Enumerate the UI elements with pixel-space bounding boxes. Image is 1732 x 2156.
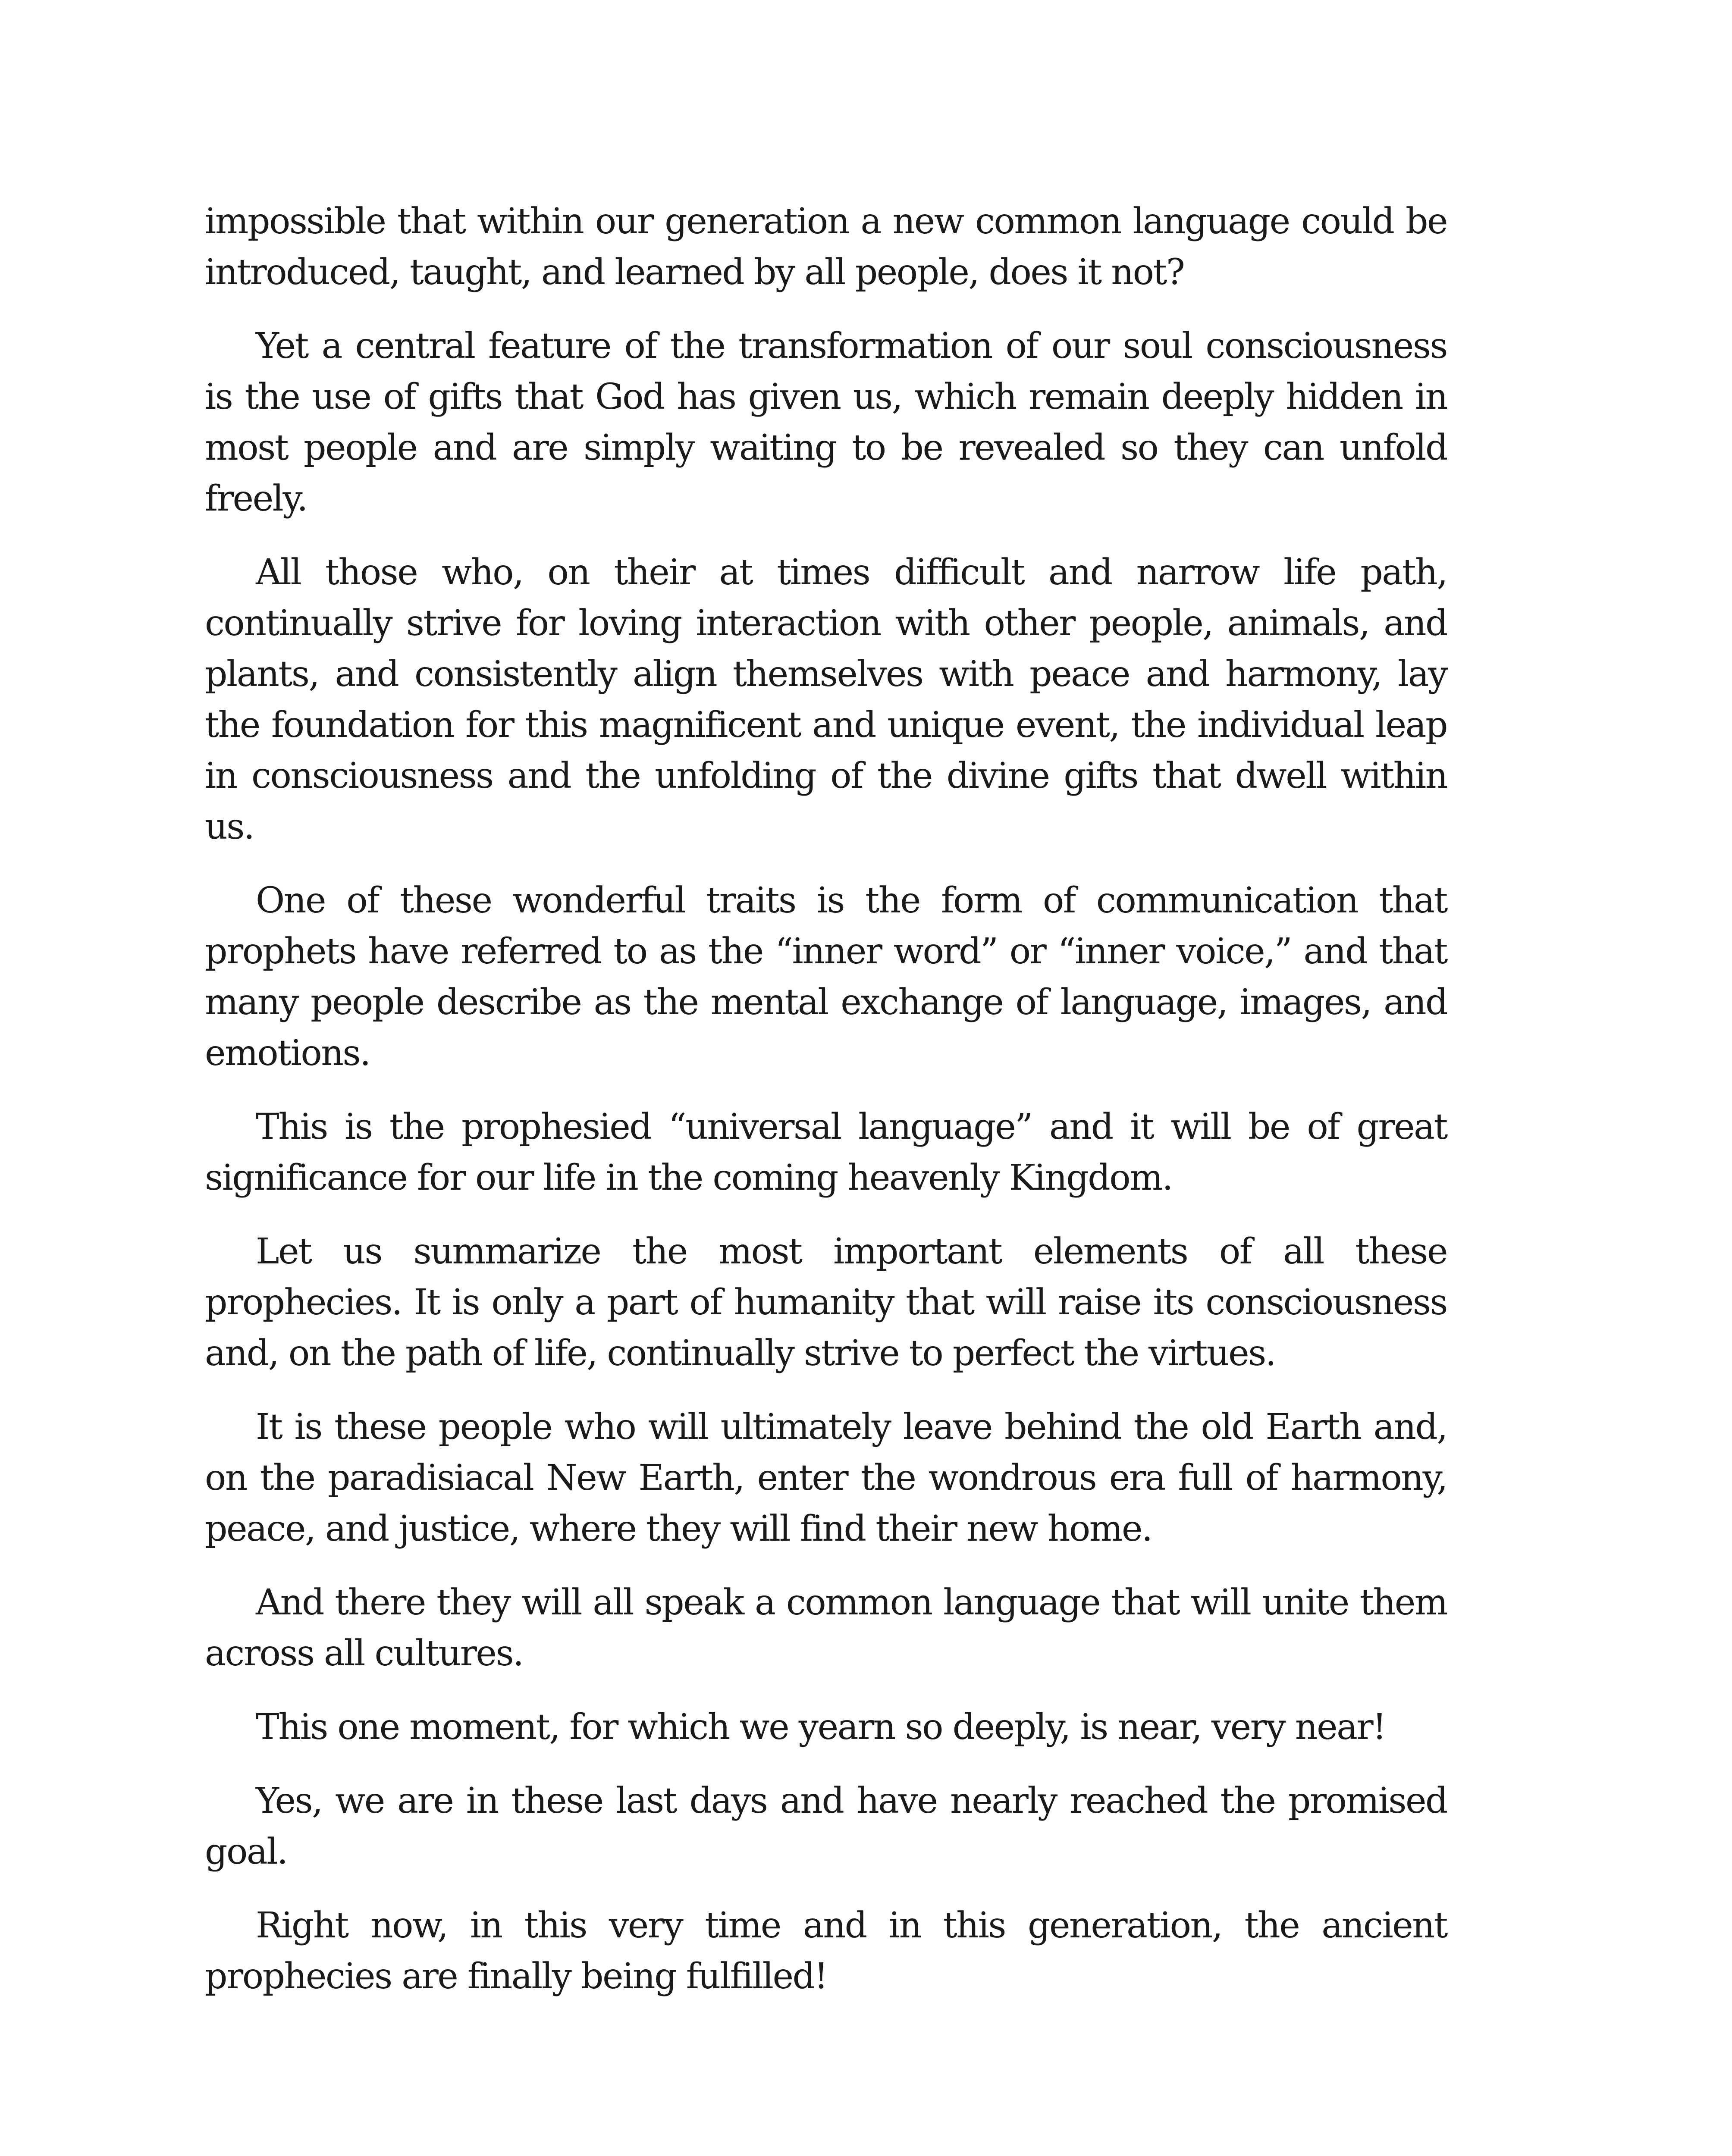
- paragraph: All those who, on their at times difficult and narrow life path, continually strive for loving interaction with other people, animals, and plants, and consistently align themselves with peace and harmony, lay the foundation for this magnificent and unique event, the individual leap in consciousness and the unfolding of the divine gifts that dwell within us.: [205, 552, 1447, 847]
- paragraph: Yet a central feature of the transformation of our soul consciousness is the use of gifts that God has given us, which remain deeply hidden in most people and are simply waiting to be revealed so they can unfold freely.: [205, 326, 1447, 519]
- paragraph: This one moment, for which we yearn so deeply, is near, very near!: [256, 1707, 1386, 1748]
- paragraph: Let us summarize the most important elements of all these prophecies. It is only a part of humanity that will raise its consciousness and, on the path of life, continually strive to perfect the virtues.: [205, 1231, 1447, 1374]
- body-text: [205, 196, 1447, 2025]
- paragraph: This is the prophesied “universal language” and it will be of great significance for our life in the coming heavenly Kingdom.: [205, 1106, 1447, 1198]
- paragraph: Yes, we are in these last days and have nearly reached the promised goal.: [205, 1780, 1447, 1872]
- paragraph: And there they will all speak a common language that will unite them across all cultures.: [205, 1582, 1447, 1674]
- paragraph: One of these wonderful traits is the form of communication that prophets have referred to as the “inner word” or “inner voice,” and that many people describe as the mental exchange of language, images, and emotions.: [205, 880, 1447, 1074]
- paragraph: impossible that within our generation a new common language could be introduced, taught, and learned by all people, does it not?: [205, 201, 1447, 293]
- paragraph: It is these people who will ultimately leave behind the old Earth and, on the paradisiacal New Earth, enter the wondrous era full of harmony, peace, and justice, where they will find their new home.: [205, 1407, 1447, 1549]
- paragraph: Right now, in this very time and in this generation, the ancient prophecies are finally being fulfilled!: [205, 1905, 1447, 1997]
